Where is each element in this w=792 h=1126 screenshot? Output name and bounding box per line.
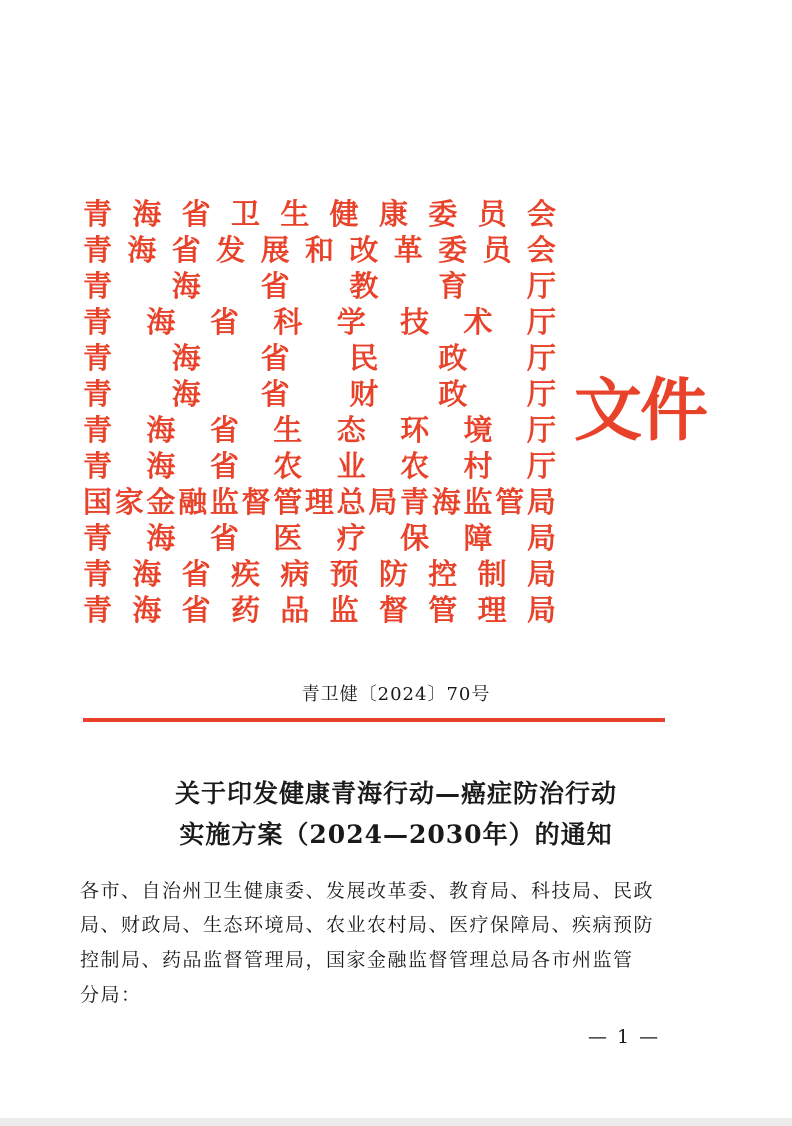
issuer-char: 监 bbox=[463, 485, 493, 519]
page-number: — 1 — bbox=[588, 1026, 661, 1048]
issuer-char: 预 bbox=[329, 557, 359, 591]
issuer-char: 生 bbox=[280, 197, 310, 231]
issuer-char: 术 bbox=[463, 305, 493, 339]
issuer-char: 青 bbox=[83, 197, 113, 231]
issuer-char: 省 bbox=[209, 305, 239, 339]
issuer-char: 国 bbox=[83, 485, 113, 519]
issuer-char: 会 bbox=[526, 197, 556, 231]
issuer-line bbox=[83, 592, 556, 628]
document-title-line-2: 实施方案（2024—2030年）的通知 bbox=[179, 820, 613, 849]
body-line-4: 分局： bbox=[80, 984, 142, 1006]
issuer-char: 海 bbox=[171, 341, 201, 375]
issuer-char: 政 bbox=[438, 341, 468, 375]
issuer-char: 省 bbox=[260, 377, 290, 411]
issuer-char: 省 bbox=[181, 557, 211, 591]
issuer-char: 农 bbox=[273, 449, 303, 483]
issuer-char: 青 bbox=[83, 593, 113, 627]
issuer-char: 青 bbox=[83, 521, 113, 555]
issuer-char: 管 bbox=[495, 485, 525, 519]
issuer-char: 药 bbox=[230, 593, 260, 627]
issuer-char: 局 bbox=[526, 593, 556, 627]
document-number: 青卫健〔2024〕70号 bbox=[301, 684, 491, 705]
body-line-1: 各市、自治州卫生健康委、发展改革委、教育局、科技局、民政 bbox=[80, 880, 655, 902]
issuer-char: 青 bbox=[83, 305, 113, 339]
issuer-char: 制 bbox=[477, 557, 507, 591]
issuer-line bbox=[83, 520, 556, 556]
issuer-line bbox=[83, 448, 556, 484]
issuer-char: 局 bbox=[368, 485, 398, 519]
issuer-line bbox=[83, 556, 556, 592]
issuer-char: 省 bbox=[171, 233, 201, 267]
body-line-2: 局、财政局、生态环境局、农业农村局、医疗保障局、疾病预防 bbox=[80, 914, 655, 936]
issuer-char: 局 bbox=[526, 485, 556, 519]
issuer-char: 厅 bbox=[526, 269, 556, 303]
issuer-char: 青 bbox=[83, 269, 113, 303]
issuer-char: 境 bbox=[463, 413, 493, 447]
issuer-char: 民 bbox=[349, 341, 379, 375]
issuer-char: 金 bbox=[146, 485, 176, 519]
issuer-char: 品 bbox=[280, 593, 310, 627]
issuer-char: 技 bbox=[400, 305, 430, 339]
issuer-char: 员 bbox=[482, 233, 512, 267]
issuer-char: 管 bbox=[428, 593, 458, 627]
issuer-char: 省 bbox=[181, 197, 211, 231]
issuer-char: 青 bbox=[83, 449, 113, 483]
document-suffix: 文件 bbox=[574, 371, 707, 451]
issuer-char: 省 bbox=[181, 593, 211, 627]
issuer-char: 学 bbox=[336, 305, 366, 339]
issuer-char: 理 bbox=[304, 485, 334, 519]
issuer-char: 财 bbox=[349, 377, 379, 411]
issuer-char: 病 bbox=[280, 557, 310, 591]
issuer-char: 理 bbox=[477, 593, 507, 627]
issuer-char: 海 bbox=[431, 485, 461, 519]
issuer-char: 监 bbox=[329, 593, 359, 627]
issuer-line bbox=[83, 232, 556, 268]
issuer-char: 厅 bbox=[526, 305, 556, 339]
issuer-char: 海 bbox=[132, 593, 162, 627]
issuer-char: 海 bbox=[171, 269, 201, 303]
issuer-char: 海 bbox=[132, 197, 162, 231]
issuer-char: 防 bbox=[378, 557, 408, 591]
issuer-char: 厅 bbox=[526, 449, 556, 483]
issuer-char: 厅 bbox=[526, 341, 556, 375]
issuer-char: 海 bbox=[146, 305, 176, 339]
issuer-char: 省 bbox=[209, 413, 239, 447]
issuer-char: 厅 bbox=[526, 413, 556, 447]
issuer-char: 家 bbox=[114, 485, 144, 519]
issuer-char: 业 bbox=[336, 449, 366, 483]
issuer-char: 省 bbox=[209, 521, 239, 555]
issuer-char: 革 bbox=[393, 233, 423, 267]
issuer-char: 态 bbox=[336, 413, 366, 447]
issuer-char: 康 bbox=[378, 197, 408, 231]
issuer-char: 青 bbox=[400, 485, 430, 519]
issuer-line bbox=[83, 340, 556, 376]
issuer-char: 和 bbox=[304, 233, 334, 267]
issuer-char: 省 bbox=[260, 341, 290, 375]
issuer-char: 青 bbox=[83, 413, 113, 447]
issuer-char: 生 bbox=[273, 413, 303, 447]
issuer-line bbox=[83, 268, 556, 304]
issuer-char: 发 bbox=[216, 233, 246, 267]
issuer-char: 疗 bbox=[336, 521, 366, 555]
issuer-char: 科 bbox=[273, 305, 303, 339]
issuer-char: 疾 bbox=[230, 557, 260, 591]
issuer-char: 省 bbox=[260, 269, 290, 303]
issuer-char: 会 bbox=[526, 233, 556, 267]
bottom-edge bbox=[0, 1118, 792, 1126]
document-title-line-1: 关于印发健康青海行动—癌症防治行动 bbox=[174, 779, 617, 808]
issuer-char: 卫 bbox=[230, 197, 260, 231]
issuer-line bbox=[83, 196, 556, 232]
issuer-line bbox=[83, 304, 556, 340]
issuer-char: 保 bbox=[400, 521, 430, 555]
issuer-char: 青 bbox=[83, 233, 113, 267]
issuer-char: 海 bbox=[146, 521, 176, 555]
issuer-char: 教 bbox=[349, 269, 379, 303]
issuer-char: 健 bbox=[329, 197, 359, 231]
issuer-char: 员 bbox=[477, 197, 507, 231]
issuer-char: 控 bbox=[428, 557, 458, 591]
issuer-char: 村 bbox=[463, 449, 493, 483]
issuer-char: 省 bbox=[209, 449, 239, 483]
issuer-char: 医 bbox=[273, 521, 303, 555]
issuer-char: 海 bbox=[171, 377, 201, 411]
issuer-char: 督 bbox=[378, 593, 408, 627]
issuer-char: 局 bbox=[526, 557, 556, 591]
issuer-char: 海 bbox=[127, 233, 157, 267]
issuer-char: 青 bbox=[83, 557, 113, 591]
issuer-char: 青 bbox=[83, 377, 113, 411]
issuer-char: 育 bbox=[438, 269, 468, 303]
issuer-char: 展 bbox=[260, 233, 290, 267]
issuing-authorities bbox=[83, 196, 556, 628]
issuer-char: 政 bbox=[438, 377, 468, 411]
issuer-char: 青 bbox=[83, 341, 113, 375]
issuer-char: 农 bbox=[400, 449, 430, 483]
issuer-line bbox=[83, 484, 556, 520]
red-separator-line bbox=[83, 718, 665, 722]
issuer-line bbox=[83, 412, 556, 448]
body-line-3: 控制局、药品监督管理局，国家金融监督管理总局各市州监管 bbox=[80, 949, 634, 971]
issuer-char: 管 bbox=[273, 485, 303, 519]
issuer-char: 海 bbox=[146, 413, 176, 447]
issuer-char: 督 bbox=[241, 485, 271, 519]
issuer-char: 局 bbox=[526, 521, 556, 555]
issuer-char: 厅 bbox=[526, 377, 556, 411]
issuer-char: 委 bbox=[428, 197, 458, 231]
issuer-line bbox=[83, 376, 556, 412]
issuer-char: 融 bbox=[178, 485, 208, 519]
issuer-char: 障 bbox=[463, 521, 493, 555]
issuer-char: 委 bbox=[438, 233, 468, 267]
issuer-char: 监 bbox=[209, 485, 239, 519]
issuer-char: 改 bbox=[349, 233, 379, 267]
issuer-char: 总 bbox=[336, 485, 366, 519]
issuer-char: 海 bbox=[146, 449, 176, 483]
issuer-char: 环 bbox=[400, 413, 430, 447]
issuer-char: 海 bbox=[132, 557, 162, 591]
